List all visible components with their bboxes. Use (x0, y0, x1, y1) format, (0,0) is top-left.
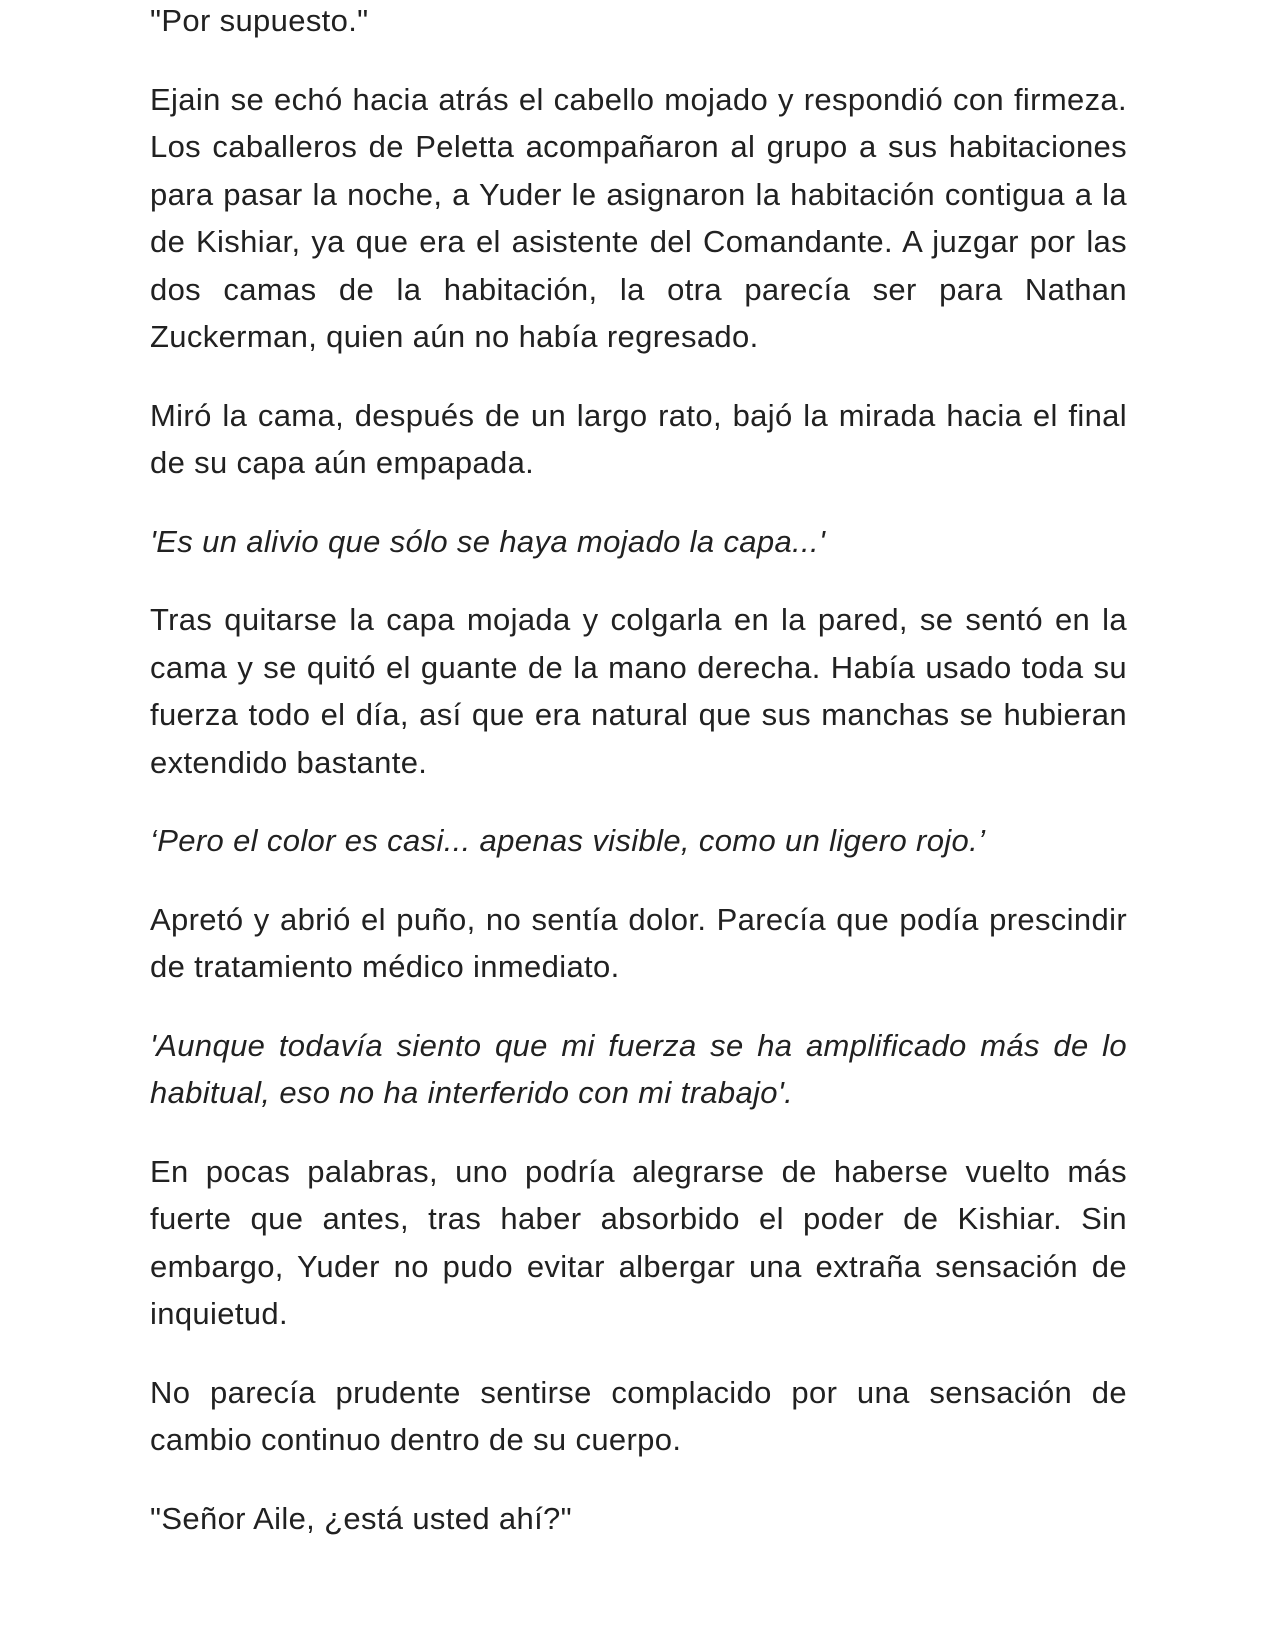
document-page (150, 0, 1127, 1573)
paragraph-dialogue: "Señor Aile, ¿está usted ahí?" (150, 1500, 572, 1536)
paragraph: Ejain se echó hacia atrás el cabello mojado y respondió con firmeza. Los caballeros de Peletta acompañaron al grupo a sus habitaciones para pasar la noche, a Yuder le asignaron la habitación contigua a la de Kishiar, ya que era el asistente del Comandante. A juzgar por las dos camas de la habitación, la otra parecía ser para Nathan Zuckerman, quien aún no había regresado. (150, 81, 1127, 354)
paragraph: Apretó y abrió el puño, no sentía dolor. Parecía que podía prescindir de tratamiento médico inmediato. (150, 901, 1127, 984)
paragraph-dialogue: "Por supuesto." (150, 3, 369, 38)
paragraph: Tras quitarse la capa mojada y colgarla en la pared, se sentó en la cama y se quitó el guante de la mano derecha. Había usado toda su fuerza todo el día, así que era natural que sus manchas se hubieran extendido bastante. (150, 602, 1127, 780)
paragraph-thought: ‘Pero el color es casi... apenas visible, como un ligero rojo.’ (150, 823, 986, 858)
paragraph: Miró la cama, después de un largo rato, bajó la mirada hacia el final de su capa aún empapada. (150, 397, 1127, 480)
paragraph: En pocas palabras, uno podría alegrarse de haberse vuelto más fuerte que antes, tras haber absorbido el poder de Kishiar. Sin embargo, Yuder no pudo evitar albergar una extraña sensación de inquietud. (150, 1153, 1127, 1331)
paragraph-thought: 'Aunque todavía siento que mi fuerza se ha amplificado más de lo habitual, eso no ha interferido con mi trabajo'. (150, 1027, 1127, 1110)
paragraph: No parecía prudente sentirse complacido por una sensación de cambio continuo dentro de su cuerpo. (150, 1374, 1127, 1457)
paragraph-thought: 'Es un alivio que sólo se haya mojado la capa...' (150, 523, 826, 559)
